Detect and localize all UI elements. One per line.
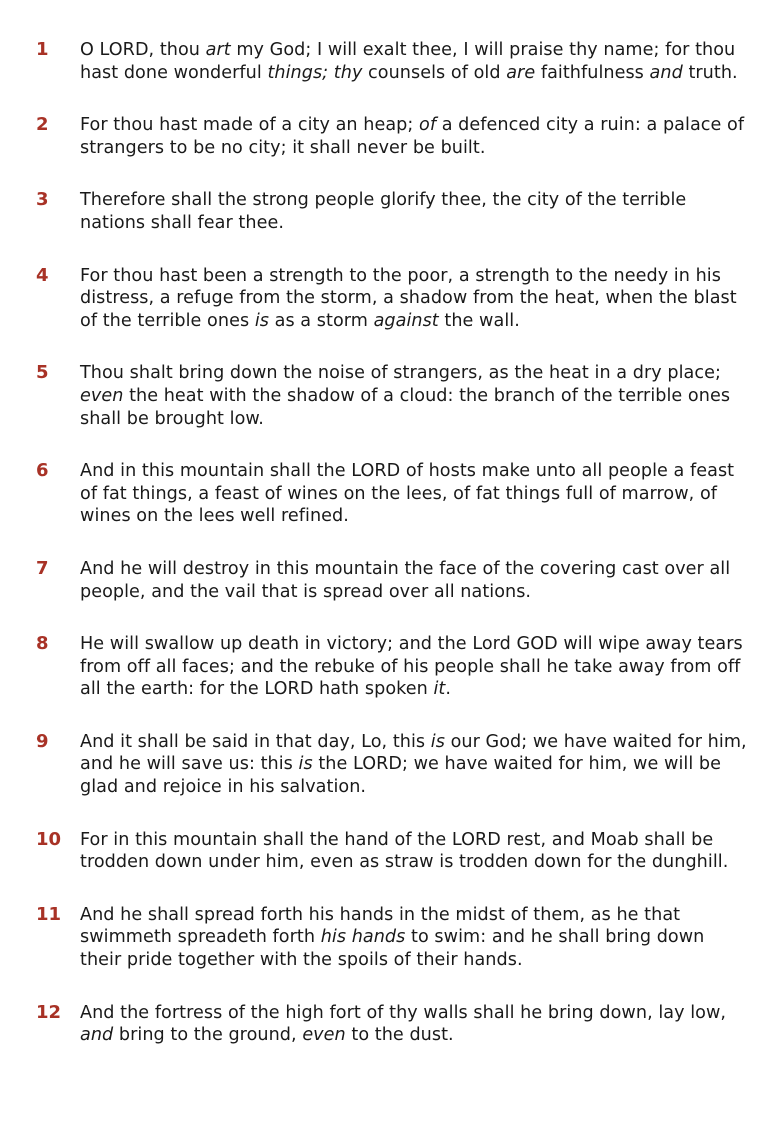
verse-number: 3: [36, 189, 49, 211]
verse-number: 9: [36, 730, 49, 752]
verse-number: 8: [36, 633, 49, 655]
verse-3: [36, 189, 747, 234]
verse-6: [36, 460, 747, 528]
italic-word: is: [430, 731, 445, 752]
verse-text: [80, 362, 747, 430]
text-segment: And in this mountain shall the LORD of hosts make unto all people a feast of fat things, a feast of wines on the lees, of fat things full of marrow, of wines on the lees well refined.: [80, 461, 735, 527]
italic-word: even: [302, 1025, 346, 1046]
verse-9: [36, 731, 747, 799]
italic-word: is: [254, 310, 269, 331]
text-segment: bring to the ground,: [113, 1025, 303, 1046]
verse-text: [80, 265, 747, 333]
verse-text: [80, 1002, 747, 1047]
verse-text: [80, 829, 747, 874]
text-segment: the LORD; we have waited for him, we will be glad and rejoice in his salvation.: [80, 754, 721, 798]
verse-number: 11: [36, 903, 62, 925]
text-segment: He will swallow up death in victory; and the Lord GOD will wipe away tears from off all faces; and the rebuke of his people shall he take away from off all the earth: for the LORD hath spoken: [80, 634, 743, 700]
verse-text: [80, 460, 747, 528]
text-segment: Therefore shall the strong people glorify thee, the city of the terrible nations shall fear thee.: [80, 190, 687, 233]
text-segment: O LORD, thou: [80, 40, 206, 60]
verse-2: [36, 114, 747, 159]
italic-word: art: [205, 40, 231, 60]
text-segment: counsels of old: [362, 62, 507, 83]
text-segment: to swim: and he shall bring down their pride together with the spoils of their hands.: [80, 927, 705, 971]
verse-number: 2: [36, 114, 49, 136]
italic-word: his hands: [320, 927, 406, 948]
text-segment: our God; we have waited for him, and he will save us: this: [80, 731, 747, 775]
verse-12: [36, 1002, 747, 1047]
text-segment: a defenced city a ruin: a palace of strangers to be no city; it shall never be built.: [80, 115, 745, 158]
text-segment: .: [445, 679, 452, 700]
verse-number: 1: [36, 39, 49, 60]
verse-text: [80, 39, 747, 84]
verse-7: [36, 558, 747, 603]
text-segment: faithfulness: [535, 62, 650, 83]
italic-word: against: [373, 310, 439, 331]
verse-text: [80, 189, 747, 234]
text-segment: to the dust.: [345, 1025, 454, 1046]
verse-4: [36, 265, 747, 333]
text-segment: For thou hast made of a city an heap;: [80, 115, 419, 136]
text-segment: the wall.: [438, 310, 520, 331]
text-segment: the heat with the shadow of a cloud: the branch of the terrible ones shall be brought low.: [80, 385, 731, 429]
verse-number: 12: [36, 1001, 62, 1023]
text-segment: Thou shalt bring down the noise of strangers, as the heat in a dry place;: [80, 363, 721, 384]
italic-word: even: [80, 385, 124, 406]
verse-1: [36, 39, 747, 84]
text-segment: For in this mountain shall the hand of the LORD rest, and Moab shall be trodden down under him, even as straw is trodden down for the dunghill.: [80, 829, 729, 873]
text-segment: And the fortress of the high fort of thy walls shall he bring down, lay low,: [80, 1002, 727, 1023]
italic-word: of: [419, 115, 437, 136]
text-segment: And he shall spread forth his hands in the midst of them, as he that swimmeth spreadeth forth: [80, 904, 681, 948]
italic-word: is: [298, 754, 313, 775]
verse-8: [36, 633, 747, 701]
text-segment: my God; I will exalt thee, I will praise thy name; for thou hast done wonderful: [80, 40, 736, 83]
italic-word: things; thy: [267, 62, 363, 83]
verse-text: [80, 114, 747, 159]
verse-11: [36, 904, 747, 972]
verse-5: [36, 362, 747, 430]
italic-word: and: [80, 1025, 114, 1046]
text-segment: And he will destroy in this mountain the face of the covering cast over all people, and the vail that is spread over all nations.: [80, 558, 731, 602]
verse-text: [80, 558, 747, 603]
verse-10: [36, 829, 747, 874]
italic-word: and: [649, 62, 683, 83]
text-segment: as a storm: [268, 310, 374, 331]
verse-text: [80, 731, 747, 799]
italic-word: are: [506, 62, 536, 83]
text-segment: And it shall be said in that day, Lo, this: [80, 731, 431, 752]
verse-number: 6: [36, 460, 49, 482]
verse-number: 5: [36, 362, 49, 384]
verse-number: 7: [36, 557, 49, 579]
italic-word: it: [433, 679, 446, 700]
verse-text: [80, 633, 747, 701]
text-segment: For thou hast been a strength to the poor, a strength to the needy in his distress, a refuge from the storm, a shadow from the heat, when the blast of the terrible ones: [80, 265, 737, 331]
verse-number: 4: [36, 264, 49, 286]
text-segment: truth.: [682, 62, 738, 83]
verse-text: [80, 904, 747, 972]
verse-number: 10: [36, 828, 62, 850]
